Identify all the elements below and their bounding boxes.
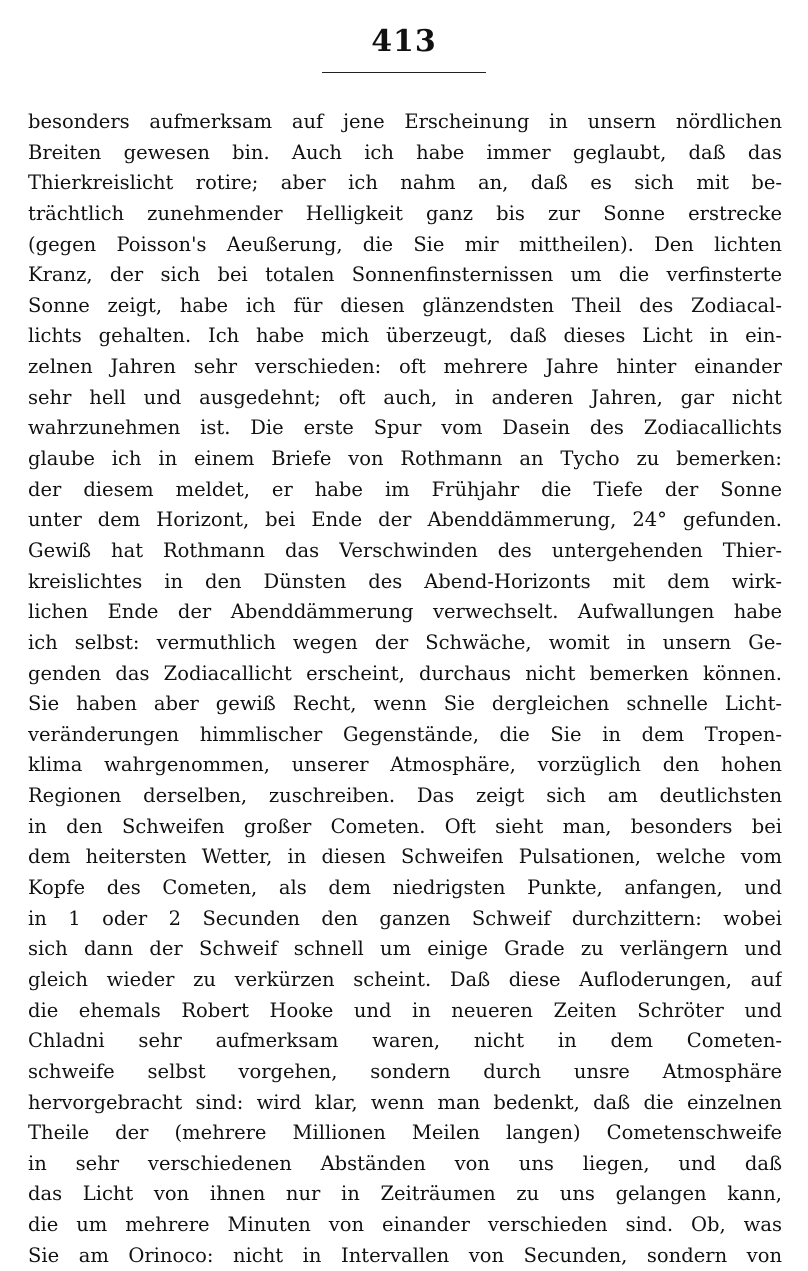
text-line: hervorgebracht sind: wird klar, wenn man bedenkt, daß die einzelnen [28, 1090, 782, 1114]
text-line: Sie haben aber gewiß Recht, wenn Sie dergleichen schnelle Licht- [28, 692, 782, 716]
text-line: klima wahrgenommen, unserer Atmosphäre, vorzüglich den hohen [28, 753, 782, 777]
text-line: die um mehrere Minuten von einander verschieden sind. Ob, was [28, 1213, 782, 1237]
text-line: in sehr verschiedenen Abständen von uns liegen, und daß [28, 1151, 782, 1175]
text-line: Regionen derselben, zuschreiben. Das zeigt sich am deutlichsten [28, 784, 782, 808]
text-line: wahrzunehmen ist. Die erste Spur vom Dasein des Zodiacallichts [28, 416, 782, 440]
text-line: der diesem meldet, er habe im Frühjahr die Tiefe der Sonne [28, 477, 782, 501]
body-text [28, 107, 782, 1271]
text-line: sich dann der Schweif schnell um einige Grade zu verlängern und [28, 937, 782, 961]
text-line: lichts gehalten. Ich habe mich überzeugt, daß dieses Licht in ein- [28, 324, 782, 348]
text-line: Kopfe des Cometen, als dem niedrigsten Punkte, anfangen, und [28, 876, 782, 900]
text-line: glaube ich in einem Briefe von Rothmann an Tycho zu bemerken: [28, 447, 782, 471]
text-line: in den Schweifen großer Cometen. Oft sieht man, besonders bei [28, 814, 782, 838]
text-line: gleich wieder zu verkürzen scheint. Daß diese Aufloderungen, auf [28, 967, 782, 991]
text-line: Sonne zeigt, habe ich für diesen glänzendsten Theil des Zodiacal- [28, 293, 782, 317]
text-line: zelnen Jahren sehr verschieden: oft mehrere Jahre hinter einander [28, 355, 782, 379]
text-line: Breiten gewesen bin. Auch ich habe immer geglaubt, daß das [28, 140, 782, 164]
text-line: sehr hell und ausgedehnt; oft auch, in anderen Jahren, gar nicht [28, 385, 782, 409]
text-line: Sie am Orinoco: nicht in Intervallen von Secunden, sondern von [28, 1243, 782, 1267]
text-line: das Licht von ihnen nur in Zeiträumen zu uns gelangen kann, [28, 1182, 782, 1206]
text-line: Thierkreislicht rotire; aber ich nahm an, daß es sich mit be- [28, 171, 782, 195]
text-line: in 1 oder 2 Secunden den ganzen Schweif durchzittern: wobei [28, 906, 782, 930]
text-line: unter dem Horizont, bei Ende der Abenddämmerung, 24° gefunden. [28, 508, 782, 532]
text-line: dem heitersten Wetter, in diesen Schweifen Pulsationen, welche vom [28, 845, 782, 869]
text-line: genden das Zodiacallicht erscheint, durchaus nicht bemerken können. [28, 661, 782, 685]
text-line: Gewiß hat Rothmann das Verschwinden des untergehenden Thier- [28, 538, 782, 562]
page-number: 413 [371, 24, 437, 59]
text-line: die ehemals Robert Hooke und in neueren Zeiten Schröter und [28, 998, 782, 1022]
text-line: lichen Ende der Abenddämmerung verwechselt. Aufwallungen habe [28, 600, 782, 624]
text-line: Chladni sehr aufmerksam waren, nicht in dem Cometen- [28, 1029, 782, 1053]
header-rule [322, 72, 486, 73]
text-line: besonders aufmerksam auf jene Erscheinung in unsern nördlichen [28, 110, 782, 133]
text-line: ich selbst: vermuthlich wegen der Schwäche, womit in unsern Ge- [28, 630, 782, 654]
text-line: Theile der (mehrere Millionen Meilen langen) Cometenschweife [28, 1121, 782, 1145]
text-line: schweife selbst vorgehen, sondern durch unsre Atmosphäre [28, 1059, 782, 1083]
text-line: trächtlich zunehmender Helligkeit ganz bis zur Sonne erstrecke [28, 201, 782, 225]
text-line: (gegen Poisson's Aeußerung, die Sie mir mittheilen). Den lichten [28, 232, 782, 256]
text-line: Kranz, der sich bei totalen Sonnenfinsternissen um die verfinsterte [28, 263, 782, 287]
text-line: kreislichtes in den Dünsten des Abend-Horizonts mit dem wirk- [28, 569, 782, 593]
text-line: veränderungen himmlischer Gegenstände, die Sie in dem Tropen- [28, 722, 782, 746]
